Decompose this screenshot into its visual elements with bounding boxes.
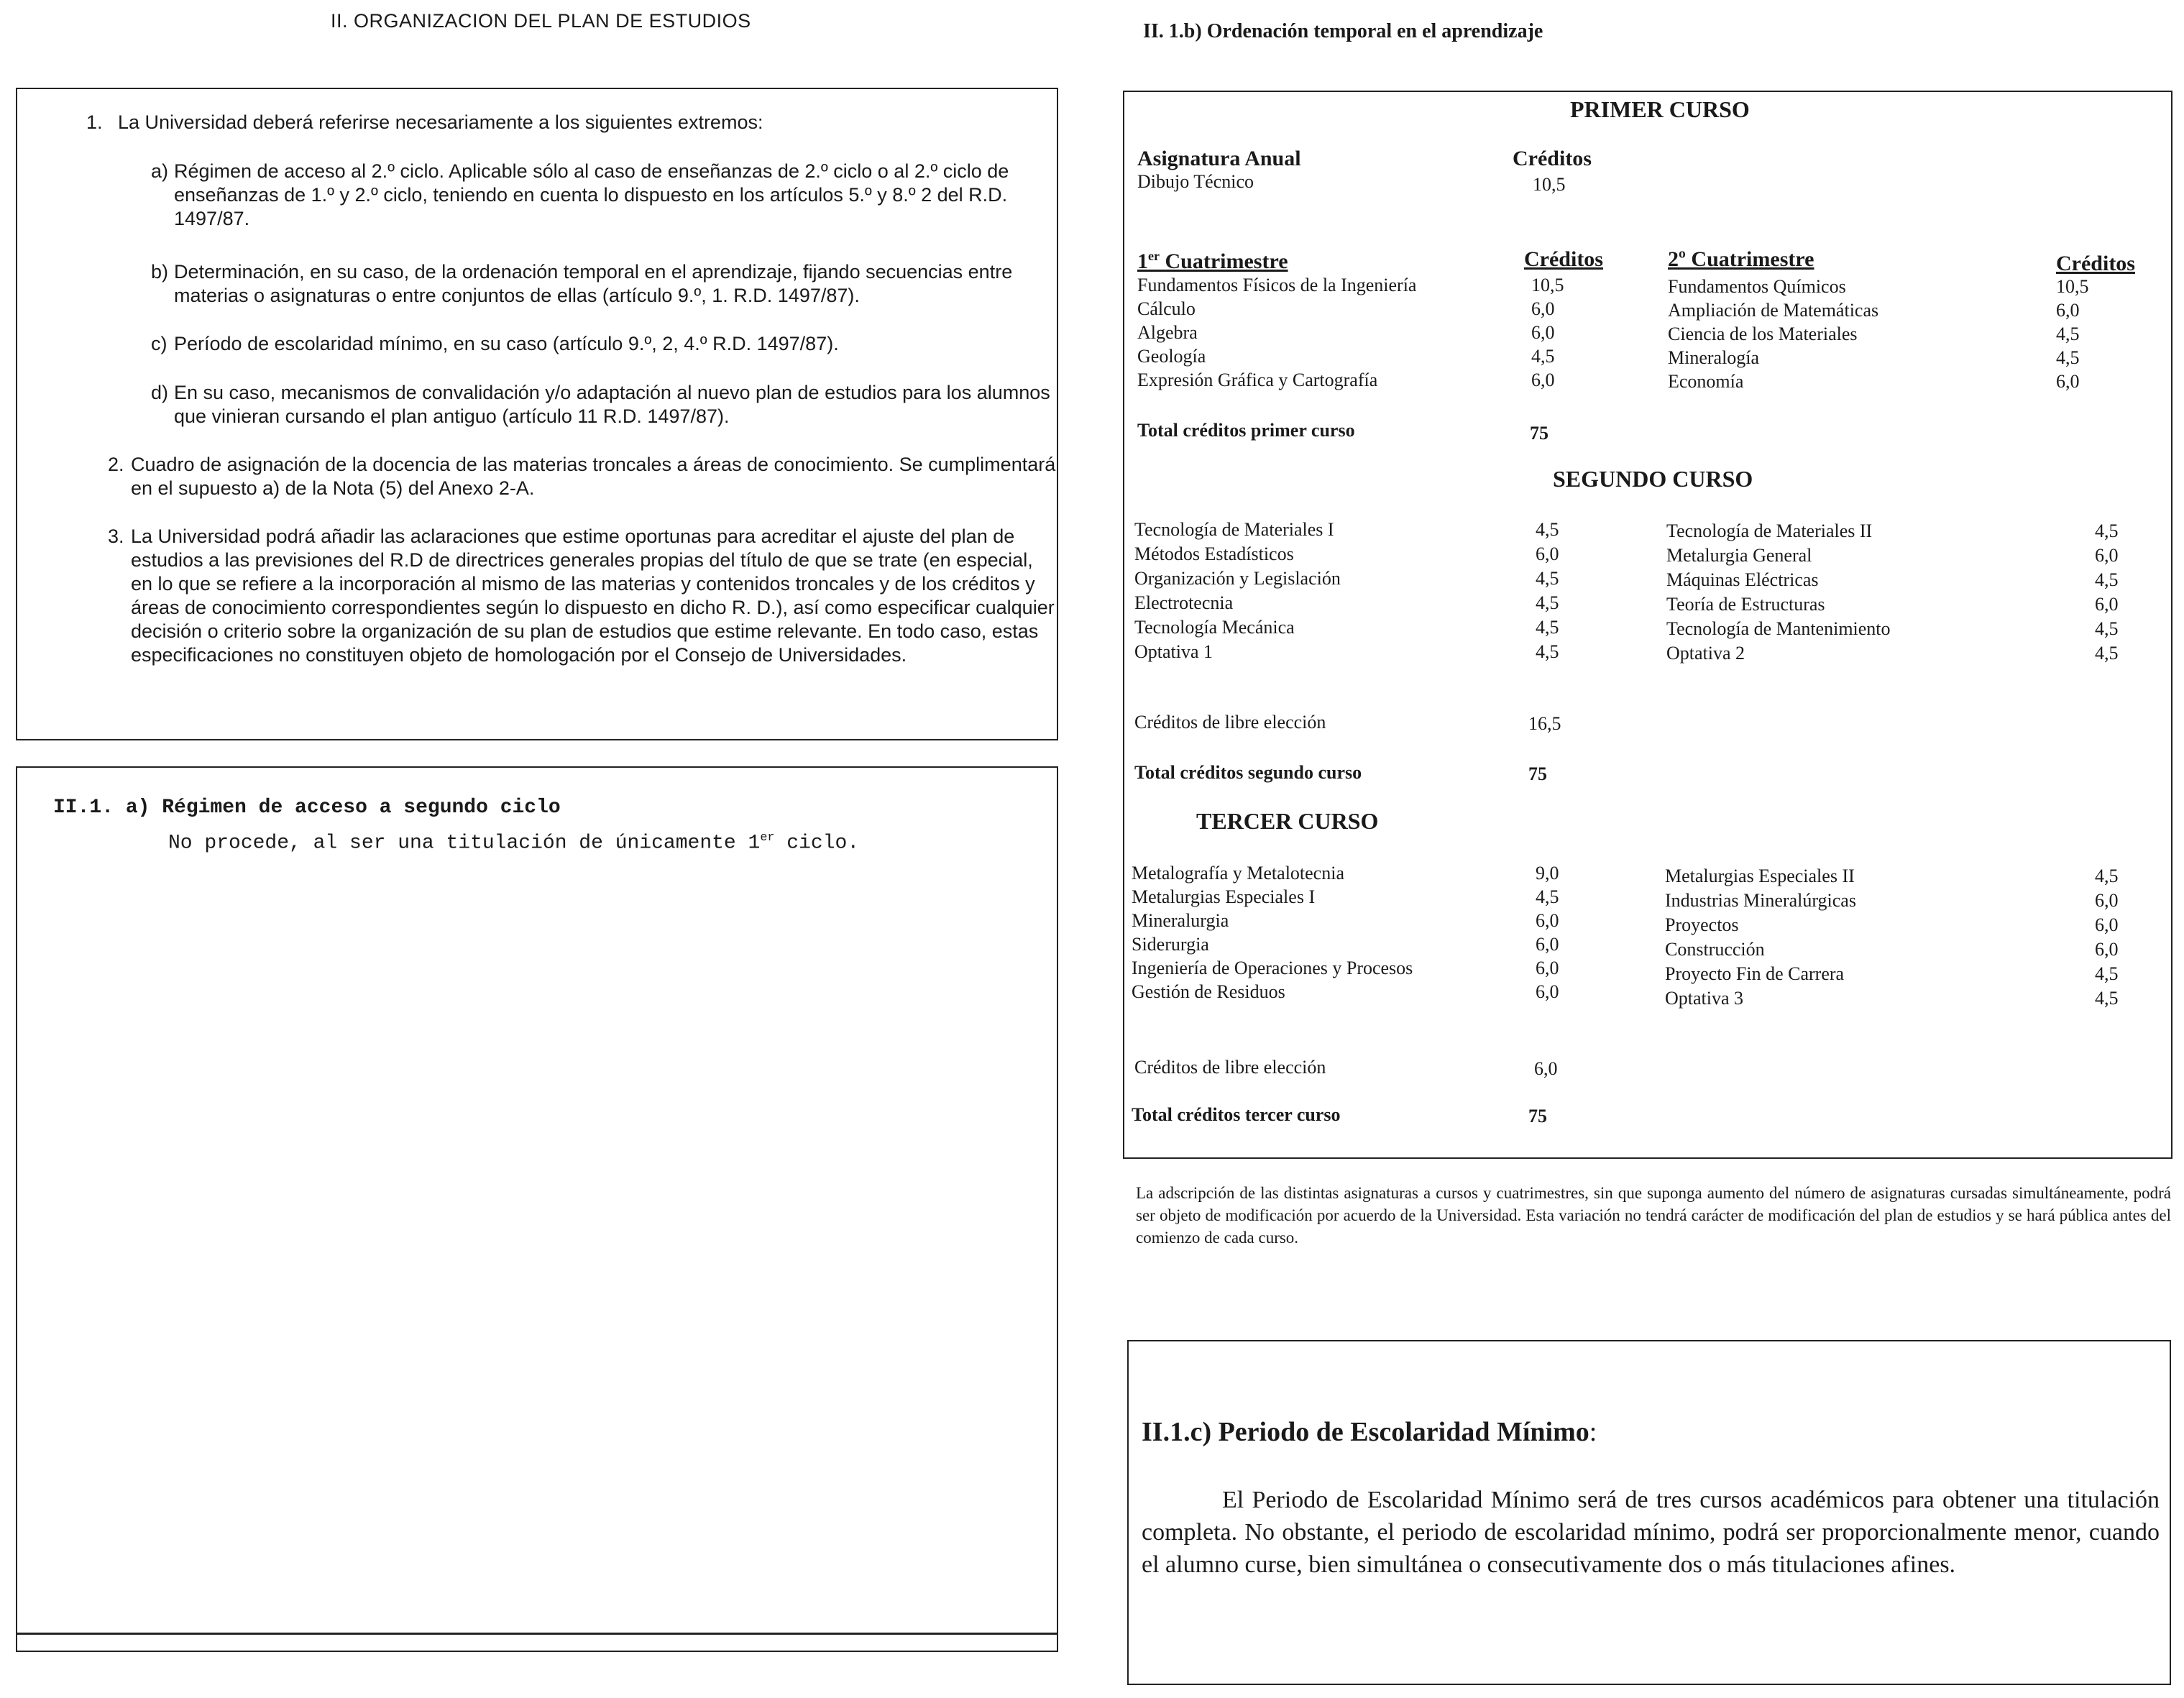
tercer-total-value: 75: [1528, 1106, 1547, 1126]
subject-name: Tecnología de Materiales I: [1134, 519, 1334, 540]
segundo-curso-heading: SEGUNDO CURSO: [1553, 466, 1753, 492]
escolaridad-title-colon: :: [1589, 1417, 1597, 1447]
subject-name: Siderurgia: [1132, 934, 1209, 955]
subject-credits: 4,5: [2095, 618, 2119, 639]
guideline-item-d: [151, 381, 1058, 428]
item-text: Período de escolaridad mínimo, en su caso (artículo 9.º, 2, 4.º R.D. 1497/87).: [174, 333, 839, 354]
tercer-curso-heading: TERCER CURSO: [1196, 808, 1379, 834]
subject-name: Gestión de Residuos: [1132, 981, 1285, 1002]
item-text: La Universidad deberá referirse necesariamente a los siguientes extremos:: [118, 111, 763, 133]
subject-name: Mineralurgia: [1132, 910, 1229, 931]
c1-creditos-header: Créditos: [1524, 247, 1603, 271]
subject-name: Optativa 1: [1134, 641, 1213, 662]
subject-name: Economía: [1668, 371, 1744, 392]
subject-name: Metalurgias Especiales I: [1132, 886, 1316, 907]
subject-credits: 4,5: [2095, 569, 2119, 590]
subject-name: Algebra: [1137, 322, 1198, 343]
subject-credits: 4,5: [2095, 963, 2119, 984]
subject-name: Construcción: [1665, 939, 1765, 960]
c1-header-number: 1: [1137, 249, 1148, 273]
acceso-heading: II.1. a) Régimen de acceso a segundo ciclo: [53, 797, 561, 819]
subject-credits: 6,0: [1531, 370, 1555, 390]
right-page-title: II. 1.b) Ordenación temporal en el aprendizaje: [1143, 20, 1543, 42]
guideline-item-a: [151, 160, 1058, 231]
subject-name: Métodos Estadísticos: [1134, 543, 1294, 564]
subject-credits: 4,5: [2095, 988, 2119, 1009]
subject-credits: 4,5: [2056, 347, 2080, 368]
segundo-libre-value: 16,5: [1528, 713, 1561, 734]
escolaridad-box: [1127, 1340, 2171, 1685]
subject-credits: 4,5: [2095, 520, 2119, 541]
subject-credits: 4,5: [1536, 617, 1559, 638]
subject-name: Electrotecnia: [1134, 592, 1234, 613]
subject-credits: 6,0: [1536, 543, 1559, 564]
segundo-total-value: 75: [1528, 763, 1547, 784]
subject-credits: 6,0: [2095, 594, 2119, 615]
item-text: Cuadro de asignación de la docencia de las materias troncales a áreas de conocimiento. Se cumplimentará en el supuesto a) de la Nota (5) del Anexo 2-A.: [131, 454, 1056, 499]
primer-total-label: Total créditos primer curso: [1137, 420, 1355, 441]
subject-name: Industrias Mineralúrgicas: [1665, 890, 1856, 911]
subject-name: Cálculo: [1137, 298, 1196, 319]
escolaridad-title: [1142, 1416, 1597, 1448]
subject-name: Optativa 2: [1666, 643, 1745, 664]
guideline-item-b: [151, 260, 1058, 308]
subject-credits: 4,5: [2056, 323, 2080, 344]
item-number: b): [151, 261, 169, 283]
subject-name: Tecnología de Materiales II: [1666, 520, 1873, 541]
segundo-libre-label: Créditos de libre elección: [1134, 712, 1326, 733]
tercer-total-label: Total créditos tercer curso: [1132, 1104, 1341, 1125]
subject-name: Máquinas Eléctricas: [1666, 569, 1819, 590]
subject-name: Metalografía y Metalotecnia: [1132, 863, 1344, 884]
anual-creditos-label: Créditos: [1513, 147, 1592, 170]
subject-credits: 6,0: [2095, 545, 2119, 566]
subject-name: Tecnología de Mantenimiento: [1666, 618, 1891, 639]
subject-name: Organización y Legislación: [1134, 568, 1341, 589]
anual-label: Asignatura Anual: [1137, 147, 1301, 170]
tercer-libre-label: Créditos de libre elección: [1134, 1057, 1326, 1078]
acceso-body-text: No procede, al ser una titulación de únicamente 1: [168, 832, 761, 855]
c1-header-superscript: er: [1148, 249, 1160, 263]
bottom-rule: [16, 1633, 1058, 1635]
subject-credits: 4,5: [1531, 346, 1555, 367]
guideline-item-c: [151, 332, 1058, 356]
subject-credits: 4,5: [1536, 519, 1559, 540]
guidelines-box: [16, 88, 1058, 740]
subject-credits: 6,0: [2095, 914, 2119, 935]
acceso-body: [168, 831, 859, 854]
guideline-item-3: [108, 525, 1058, 667]
subject-credits: 6,0: [1536, 910, 1559, 931]
item-number: c): [151, 333, 168, 354]
subject-name: Tecnología Mecánica: [1134, 617, 1295, 638]
anual-subject: Dibujo Técnico: [1137, 171, 1254, 192]
c1-header: [1137, 244, 1288, 273]
item-number: 3.: [108, 526, 124, 547]
item-text: En su caso, mecanismos de convalidación y/o adaptación al nuevo plan de estudios para los alumnos que vinieran cursando el plan antiguo (artículo 11 R.D. 1497/87).: [174, 382, 1050, 427]
guideline-item-1: [86, 111, 1037, 134]
subject-name: Geología: [1137, 346, 1206, 367]
primer-curso-heading: PRIMER CURSO: [1570, 96, 1750, 122]
subject-credits: 6,0: [1536, 981, 1559, 1002]
acceso-box: [16, 766, 1058, 1652]
item-text: La Universidad podrá añadir las aclaraciones que estime oportunas para acreditar el ajuste del plan de estudios a las previsiones del R.D de directrices generales propias del título de que se trate (en especial, en lo que se refiere a la incorporación al mismo de las materias y contenidos troncales y de los créditos y áreas de conocimiento correspondientes según lo dispuesto en dicho R. D.), así como especificar cualquier decisión o criterio sobre la organización de su plan de estudios que estime relevante. En todo caso, estas especificaciones no constituyen objeto de homologación por el Consejo de Universidades.: [131, 526, 1055, 666]
subject-name: Metalurgia General: [1666, 545, 1812, 566]
subject-name: Fundamentos Físicos de la Ingeniería: [1137, 275, 1417, 295]
c2-header: 2º Cuatrimestre: [1668, 247, 1814, 271]
item-number: d): [151, 382, 169, 403]
subject-credits: 6,0: [1536, 958, 1559, 978]
subject-credits: 6,0: [1531, 322, 1555, 343]
subject-credits: 6,0: [2095, 890, 2119, 911]
subject-name: Proyecto Fin de Carrera: [1665, 963, 1845, 984]
subject-credits: 10,5: [1531, 275, 1564, 295]
subject-credits: 6,0: [1531, 298, 1555, 319]
c1-header-label: Cuatrimestre: [1165, 249, 1288, 273]
item-text: Determinación, en su caso, de la ordenación temporal en el aprendizaje, fijando secuencias entre materias o asignaturas o entre conjuntos de ellas (artículo 9.º, 1. R.D. 1497/87).: [174, 261, 1013, 306]
escolaridad-title-text: II.1.c) Periodo de Escolaridad Mínimo: [1142, 1417, 1589, 1447]
primer-total-value: 75: [1530, 423, 1548, 444]
subject-name: Ingeniería de Operaciones y Procesos: [1132, 958, 1413, 978]
tercer-libre-value: 6,0: [1534, 1058, 1558, 1079]
subject-credits: 4,5: [1536, 886, 1559, 907]
subject-credits: 4,5: [2095, 866, 2119, 886]
left-page-title: II. ORGANIZACION DEL PLAN DE ESTUDIOS: [331, 10, 751, 32]
subject-name: Fundamentos Químicos: [1668, 276, 1846, 297]
subject-credits: 6,0: [2095, 939, 2119, 960]
subject-credits: 4,5: [1536, 592, 1559, 613]
acceso-body-end: ciclo.: [774, 832, 860, 855]
item-number: a): [151, 160, 169, 182]
subject-credits: 4,5: [1536, 568, 1559, 589]
subject-name: Ciencia de los Materiales: [1668, 323, 1858, 344]
subject-name: Expresión Gráfica y Cartografía: [1137, 370, 1378, 390]
guideline-item-2: [108, 453, 1058, 500]
item-text: Régimen de acceso al 2.º ciclo. Aplicable sólo al caso de enseñanzas de 2.º ciclo o al 2.º ciclo de enseñanzas de 1.º y 2.º ciclo, teniendo en cuenta lo dispuesto en los artículos 5.º y 8.º 2 del R.D. 1497/87.: [174, 160, 1009, 229]
subject-name: Teoría de Estructuras: [1666, 594, 1825, 615]
subject-name: Mineralogía: [1668, 347, 1760, 368]
acceso-body-superscript: er: [760, 831, 775, 845]
item-number: 1.: [86, 111, 103, 133]
segundo-total-label: Total créditos segundo curso: [1134, 762, 1362, 783]
subject-credits: 6,0: [1536, 934, 1559, 955]
subject-name: Optativa 3: [1665, 988, 1744, 1009]
subject-name: Proyectos: [1665, 914, 1739, 935]
subject-name: Metalurgias Especiales II: [1665, 866, 1855, 886]
subject-credits: 9,0: [1536, 863, 1559, 884]
subject-credits: 4,5: [2095, 643, 2119, 664]
anual-credits: 10,5: [1533, 174, 1566, 195]
subject-credits: 10,5: [2056, 276, 2089, 297]
plan-box: [1123, 91, 2172, 1159]
subject-credits: 6,0: [2056, 371, 2080, 392]
modification-note: La adscripción de las distintas asignaturas a cursos y cuatrimestres, sin que suponga aumento del número de asignaturas cursadas simultáneamente, podrá ser objeto de modificación por acuerdo de la Universidad. Esta variación no tendrá carácter de modificación del plan de estudios y se hará pública antes del comienzo de cada curso.: [1136, 1184, 2171, 1247]
item-number: 2.: [108, 454, 124, 475]
escolaridad-body: El Periodo de Escolaridad Mínimo será de tres cursos académicos para obtener una titulación completa. No obstante, el periodo de escolaridad mínimo, podrá ser proporcionalmente menor, cuando el alumno curse, bien simultánea o consecutivamente dos o más titulaciones afines.: [1142, 1487, 2160, 1578]
subject-credits: 4,5: [1536, 641, 1559, 662]
c2-creditos-header: Créditos: [2056, 252, 2135, 275]
subject-credits: 6,0: [2056, 300, 2080, 321]
subject-name: Ampliación de Matemáticas: [1668, 300, 1879, 321]
